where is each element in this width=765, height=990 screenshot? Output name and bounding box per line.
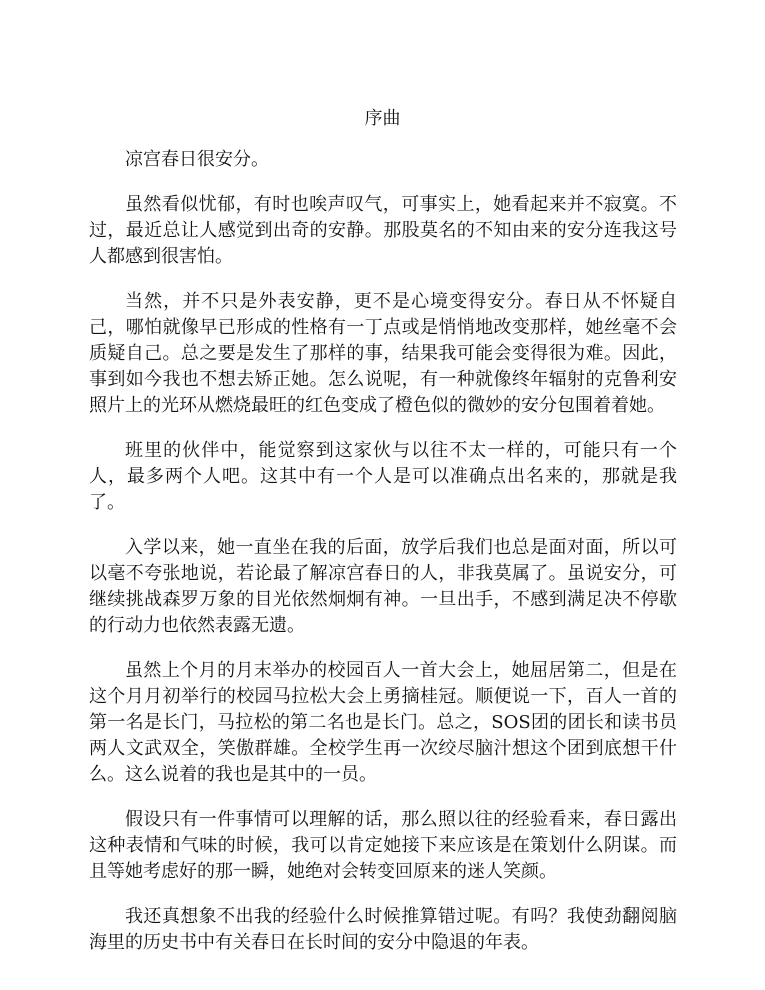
paragraph: 假设只有一件事情可以理解的话，那么照以往的经验看来，春日露出这种表情和气味的时候，我可以肯定她接下来应该是在策划什么阴谋。而且等她考虑好的那一瞬，她绝对会转变回原来的迷人笑颜。	[89, 809, 677, 882]
paragraph: 班里的伙伴中，能觉察到这家伙与以往不太一样的，可能只有一个人，最多两个人吧。这其中有一个人是可以准确点出名来的，那就是我了。	[89, 440, 677, 513]
paragraph: 当然，并不只是外表安静，更不是心境变得安分。春日从不怀疑自己，哪怕就像早已形成的性格有一丁点或是悄悄地改变那样，她丝毫不会质疑自己。总之要是发生了那样的事，结果我可能会变得很为难。因此，事到如今我也不想去矫正她。怎么说呢，有一种就像终年辐射的克鲁利安照片上的光环从燃烧最旺的红色变成了橙色似的微妙的安分包围着着她。	[89, 291, 677, 416]
document-body	[89, 147, 677, 975]
paragraph: 虽然上个月的月末举办的校园百人一首大会上，她屈居第二，但是在这个月月初举行的校园马拉松大会上勇摘桂冠。顺便说一下，百人一首的第一名是长门，马拉松的第二名也是长门。总之，SOS团的团长和读书员两人文武双全，笑傲群雄。全校学生再一次绞尽脑汁想这个团到底想干什么。这么说着的我也是其中的一员。	[89, 660, 677, 785]
paragraph: 凉宫春日很安分。	[125, 149, 269, 170]
paragraph: 虽然看似忧郁，有时也唉声叹气，可事实上，她看起来并不寂寞。不过，最近总让人感觉到出奇的安静。那股莫名的不知由来的安分连我这号人都感到很害怕。	[89, 194, 677, 267]
paragraph: 入学以来，她一直坐在我的后面，放学后我们也总是面对面，所以可以毫不夸张地说，若论最了解凉宫春日的人，非我莫属了。虽说安分，可继续挑战森罗万象的目光依然炯炯有神。一旦出手，不感到满足决不停歇的行动力也依然表露无遗。	[89, 537, 677, 636]
paragraph: 我还真想象不出我的经验什么时候推算错过呢。有吗？我使劲翻阅脑海里的历史书中有关春日在长时间的安分中隐退的年表。	[89, 906, 677, 953]
page-title: 序曲	[364, 108, 401, 129]
